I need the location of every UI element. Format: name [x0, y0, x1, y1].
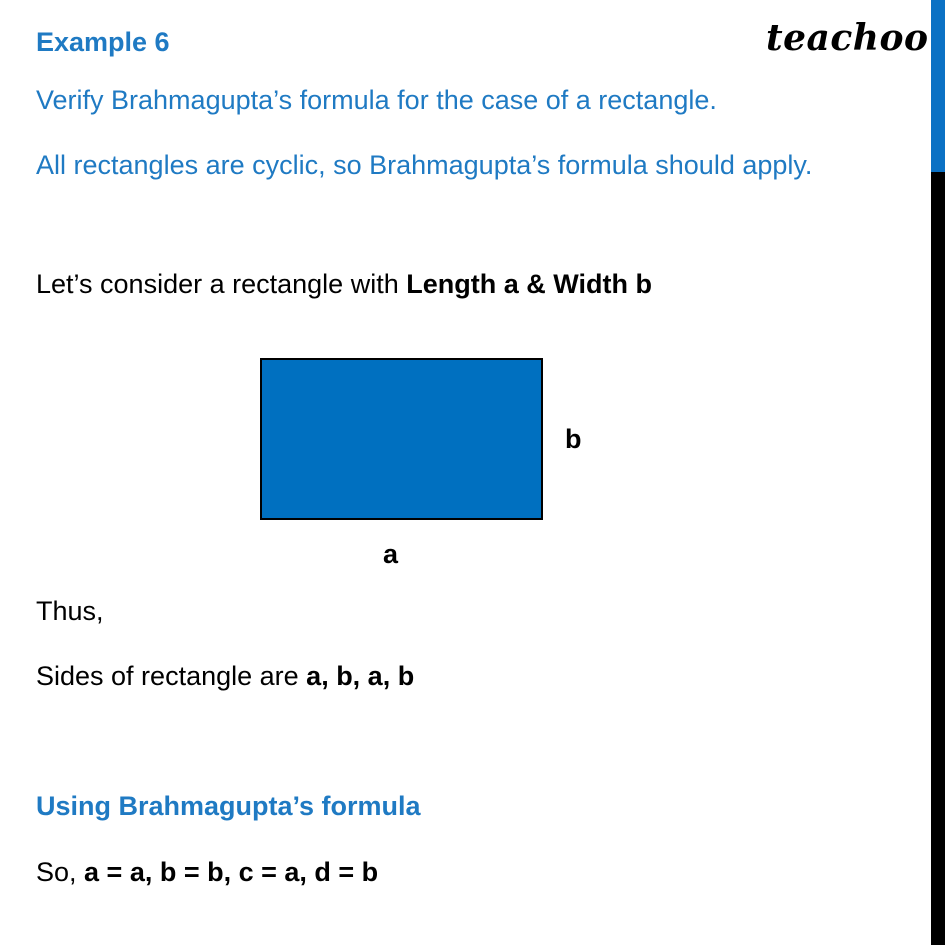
sides-line [36, 659, 414, 693]
formula-heading: Using Brahmagupta’s formula [36, 791, 421, 821]
assignment-line [36, 855, 378, 889]
rectangle-figure [260, 358, 543, 520]
cyclic-note: All rectangles are cyclic, so Brahmagupta’s formula should apply. [36, 150, 813, 180]
consider-line [36, 267, 652, 301]
scrollbar-thumb[interactable] [931, 0, 945, 172]
sides-values: a, b, a, b [306, 661, 415, 691]
consider-prefix: Let’s consider a rectangle with [36, 269, 407, 299]
teachoo-logo: teachoo [766, 17, 929, 59]
question-text: Verify Brahmagupta’s formula for the case of a rectangle. [36, 85, 717, 115]
example-title: Example 6 [36, 27, 170, 57]
thus-text: Thus, [36, 596, 104, 626]
rectangle-length-label: a [383, 539, 399, 569]
rectangle-width-label: b [565, 424, 582, 454]
sides-prefix: Sides of rectangle are [36, 661, 307, 691]
assignment-prefix: So, [36, 857, 85, 887]
assignment-values: a = a, b = b, c = a, d = b [84, 857, 379, 887]
consider-emphasis: Length a & Width b [406, 269, 652, 299]
